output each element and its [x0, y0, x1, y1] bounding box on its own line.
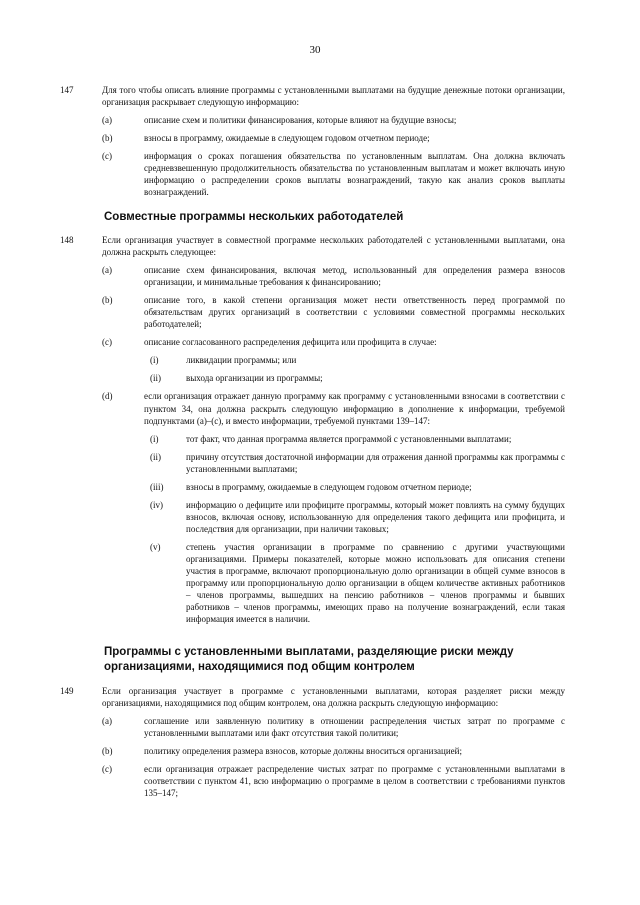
item-label: (b) [102, 295, 113, 306]
item-label: (d) [102, 391, 113, 402]
section-heading: Программы с установленными выплатами, разделяющие риски между организациями, находящимися под общим контролем [104, 646, 514, 673]
item-label: (c) [102, 151, 112, 162]
item-text: описание того, в какой степени организация может нести ответственность перед программой по обязательствам других организаций в соответствии с условиями совместной программы нескольких работодателей; [144, 295, 565, 330]
list-item [102, 132, 565, 144]
section-heading: Совместные программы нескольких работодателей [104, 211, 404, 223]
subitem-text: информацию о дефиците или профиците программы, который может повлиять на сумму будущих взносов, включая основу, использованную для определения такого дефицита или профицита, и последствия для организации, при наличии таковых; [186, 499, 565, 534]
subitem-label: (iv) [150, 499, 163, 510]
paragraph-number: 149 [60, 686, 74, 696]
item-label: (b) [102, 133, 113, 144]
subitem-text: тот факт, что данная программа является программой с установленными выплатами; [186, 433, 512, 444]
item-label: (a) [102, 716, 112, 727]
subitem-label: (ii) [150, 373, 161, 384]
item-text: описание схем финансирования, включая метод, использованный для определения размера взносов организации, и минимальные требования к финансированию; [144, 265, 565, 288]
paragraph-intro: Для того чтобы описать влияние программы с установленными выплатами на будущие денежные потоки организации, организация раскрывает следующую информацию: [102, 85, 565, 108]
item-label: (b) [102, 746, 113, 757]
subitem-label: (v) [150, 541, 161, 552]
item-label: (c) [102, 337, 112, 348]
item-label: (c) [102, 764, 112, 775]
subitem-label: (i) [150, 355, 159, 366]
list-item [102, 264, 565, 288]
item-text: политику определения размера взносов, которые должны вноситься организацией; [144, 746, 462, 757]
paragraph-intro: Если организация участвует в программе с установленными выплатами, которая разделяет риски между организациями, находящимися под общим контролем, она должна раскрыть следующую информацию: [102, 686, 565, 709]
paragraph-intro: Если организация участвует в совместной программе нескольких работодателей с установленными выплатами, она должна раскрыть следующее: [102, 235, 565, 258]
subitem-text: взносы в программу, ожидаемые в следующем годовом отчетном периоде; [186, 481, 472, 492]
paragraph-148 [60, 234, 565, 625]
sub-list-item [144, 372, 565, 384]
sub-list-item [144, 541, 565, 625]
page-number: 30 [309, 44, 321, 56]
list-item [102, 390, 565, 426]
sub-list-item [144, 433, 565, 445]
list-item [102, 336, 565, 348]
subitem-text: ликвидации программы; или [186, 355, 297, 366]
item-text: если организация отражает распределение чистых затрат по программе с установленными выплатами в соответствии с пунктом 41, всю информацию о программе в целом в соответствии с требованиями пунктов 135–147; [144, 764, 565, 799]
item-label: (a) [102, 115, 112, 126]
list-item [102, 150, 565, 198]
item-text: соглашение или заявленную политику в отношении распределения чистых затрат по программе с установленными выплатами или факт отсутствия такой политики; [144, 716, 565, 739]
subitem-label: (iii) [150, 481, 164, 492]
subitem-text: причину отсутствия достаточной информации для отражения данной программы как программы с установленными выплатами; [186, 451, 565, 474]
item-text: если организация отражает данную программу как программу с установленными взносами в соответствии с пунктом 34, она должна раскрыть следующую информацию в дополнение к информации, требуемой подпунктами (a)–(c), и вместо информации, требуемой пунктами 139–147: [144, 391, 565, 426]
sub-list-item [144, 451, 565, 475]
subitem-text: выхода организации из программы; [186, 373, 323, 384]
subitem-label: (i) [150, 433, 159, 444]
list-item [102, 763, 565, 799]
list-item [102, 715, 565, 739]
sub-list-item [144, 499, 565, 535]
item-label: (a) [102, 265, 112, 276]
list-item [102, 745, 565, 757]
subitem-label: (ii) [150, 451, 161, 462]
item-text: описание схем и политики финансирования, которые влияют на будущие взносы; [144, 115, 457, 126]
paragraph-147 [60, 84, 565, 198]
sub-list-item [144, 481, 565, 493]
sub-list-item [144, 354, 565, 366]
item-text: взносы в программу, ожидаемые в следующем годовом отчетном периоде; [144, 133, 430, 144]
list-item [102, 294, 565, 330]
list-item [102, 114, 565, 126]
item-text: информация о сроках погашения обязательства по установленным выплатам. Она должна включать средневзвешенную продолжительность обязательства по установленным выплатам и может включать иную информацию о распределении сроков выплаты вознаграждений, такую как анализ сроков выплаты вознаграждений. [144, 151, 565, 198]
paragraph-149 [60, 685, 565, 799]
item-text: описание согласованного распределения дефицита или профицита в случае: [144, 337, 437, 348]
subitem-text: степень участия организации в программе по сравнению с другими участвующими организациями. Примеры показателей, которые можно использовать для описания степени участия в программе, включают пропорциональную долю организации в общей сумме взносов в программу или пропорциональную долю организации в общем количестве активных работников – членов программы, вышедших на пенсию работников – членов программы и бывших работников – членов программы, имеющих право на получение вознаграждений, если такая информация имеется в наличии. [186, 541, 565, 625]
paragraph-number: 148 [60, 235, 74, 245]
paragraph-number: 147 [60, 85, 74, 95]
